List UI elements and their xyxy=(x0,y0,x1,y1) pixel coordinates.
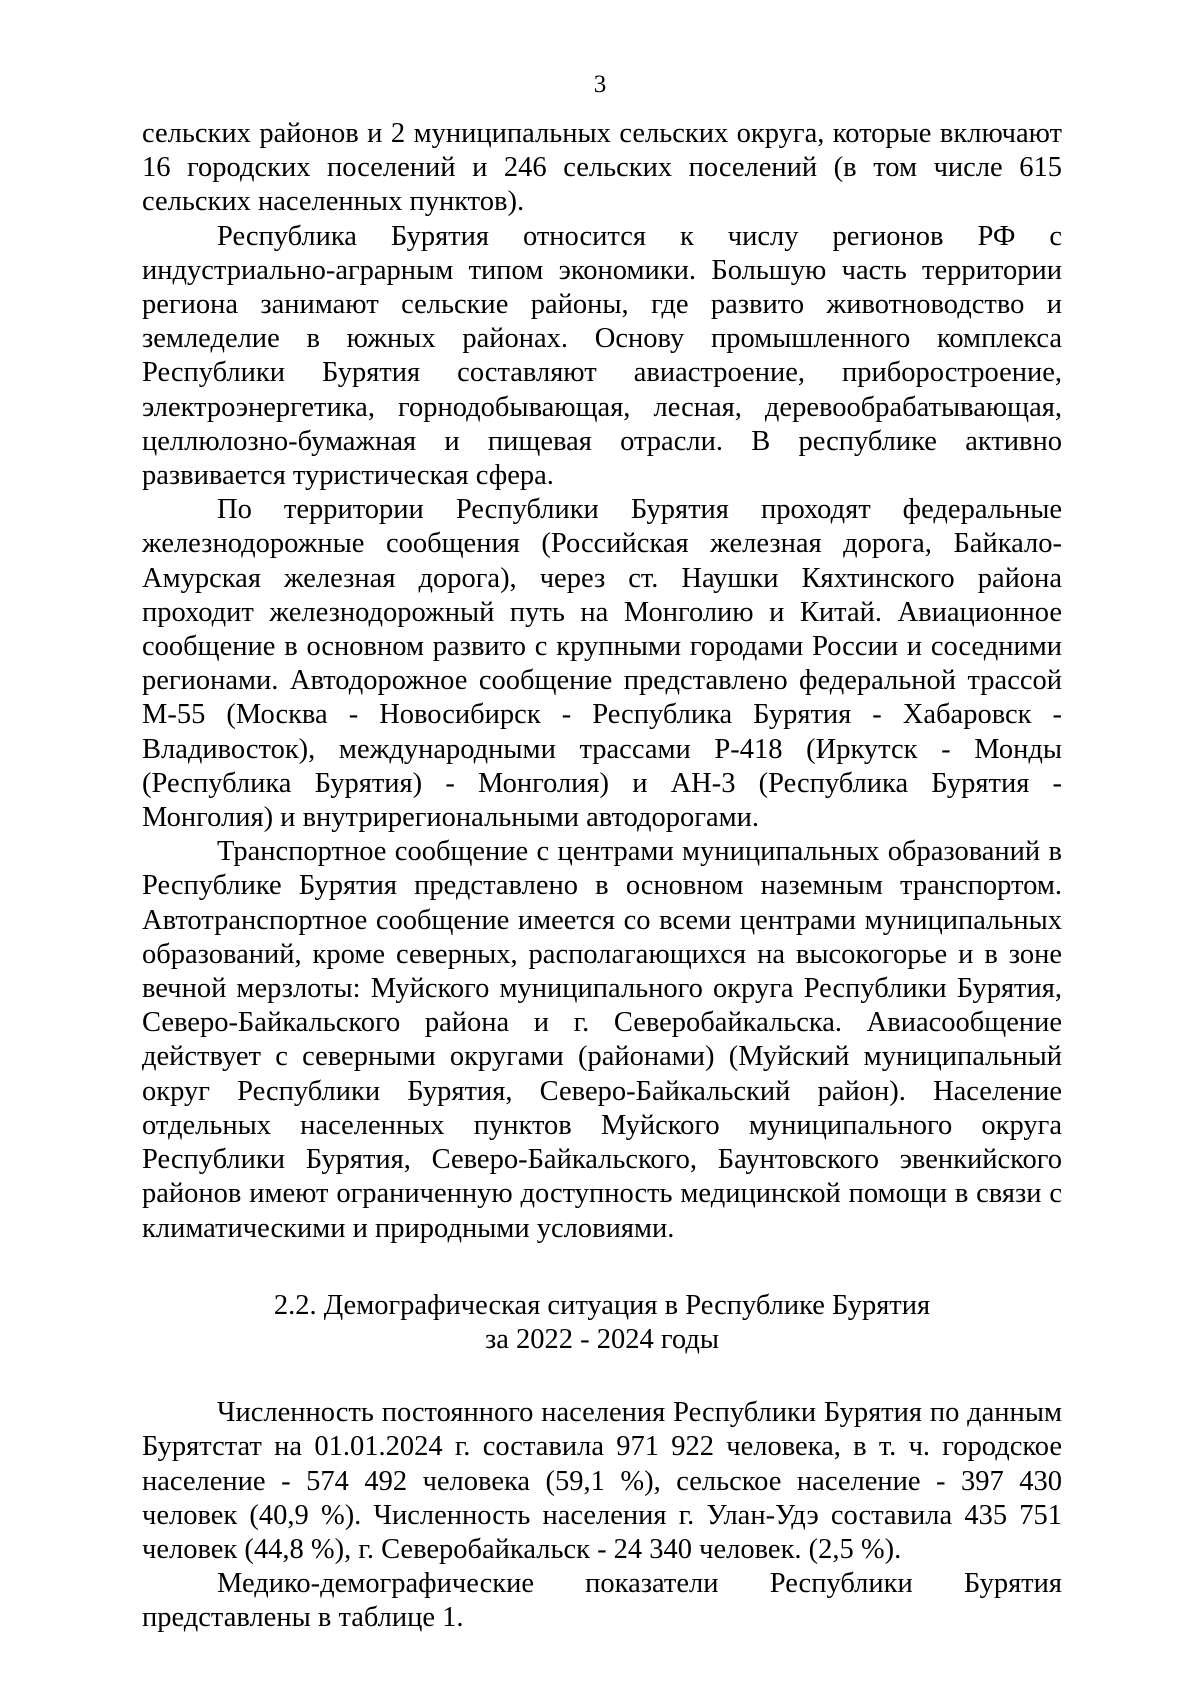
paragraph-transport-routes: По территории Республики Бурятия проходят федеральные железнодорожные сообщения (Российская железная дорога, Байкало-Амурская железная дорога), через ст. Наушки Кяхтинского района проходит железнодорожный путь на Монголию и Китай. Авиационное сообщение в основном развито с крупными городами России и соседними регионами. Автодорожное сообщение представлено федеральной трассой М-55 (Москва - Новосибирск - Республика Бурятия - Хабаровск - Владивосток), международными трассами Р-418 (Иркутск - Монды (Республика Бурятия) - Монголия) и АН-3 (Республика Бурятия - Монголия) и внутрирегиональными автодорогами. xyxy=(142,494,1062,834)
page-number: 3 xyxy=(593,71,607,98)
section-heading-line-2: за 2022 - 2024 годы xyxy=(485,1323,719,1355)
paragraph-table-reference: Медико-демографические показатели Республики Бурятия представлены в таблице 1. xyxy=(142,1568,1062,1634)
paragraph-settlements: сельских районов и 2 муниципальных сельских округа, которые включают 16 городских поселений и 246 сельских поселений (в том числе 615 сельских населенных пунктов). xyxy=(142,118,1062,218)
paragraph-transport-access: Транспортное сообщение с центрами муниципальных образований в Республике Бурятия представлено в основном наземным транспортом. Автотранспортное сообщение имеется со всеми центрами муниципальных образований, кроме северных, располагающихся на высокогорье и в зоне вечной мерзлоты: Муйского муниципального округа Республики Бурятия, Северо-Байкальского района и г. Северобайкальска. Авиасообщение действует с северными округами (районами) (Муйский муниципальный округ Республики Бурятия, Северо-Байкальский район). Население отдельных населенных пунктов Муйского муниципального округа Республики Бурятия, Северо-Байкальского, Баунтовского эвенкийского районов имеют ограниченную доступность медицинской помощи в связи с климатическими и природными условиями. xyxy=(142,836,1062,1244)
document-body xyxy=(142,117,1062,1636)
paragraph-population: Численность постоянного населения Республики Бурятия по данным Бурятстат на 01.01.2024 г. составила 971 922 человека, в т. ч. городское население - 574 492 человека (59,1 %), сельское население - 397 430 человек (40,9 %). Численность населения г. Улан-Удэ составила 435 751 человек (44,8 %), г. Северобайкальск - 24 340 человек. (2,5 %). xyxy=(142,1397,1062,1565)
section-heading-line-1: 2.2. Демографическая ситуация в Республике Бурятия xyxy=(273,1289,931,1321)
paragraph-economy: Республика Бурятия относится к числу регионов РФ с индустриально-аграрным типом экономики. Большую часть территории региона занимают сельские районы, где развито животноводство и земледелие в южных районах. Основу промышленного комплекса Республики Бурятия составляют авиастроение, приборостроение, электроэнергетика, горнодобывающая, лесная, деревообрабатывающая, целлюлозно-бумажная и пищевая отрасли. В республике активно развивается туристическая сфера. xyxy=(142,220,1062,492)
section-heading xyxy=(142,1289,1062,1357)
